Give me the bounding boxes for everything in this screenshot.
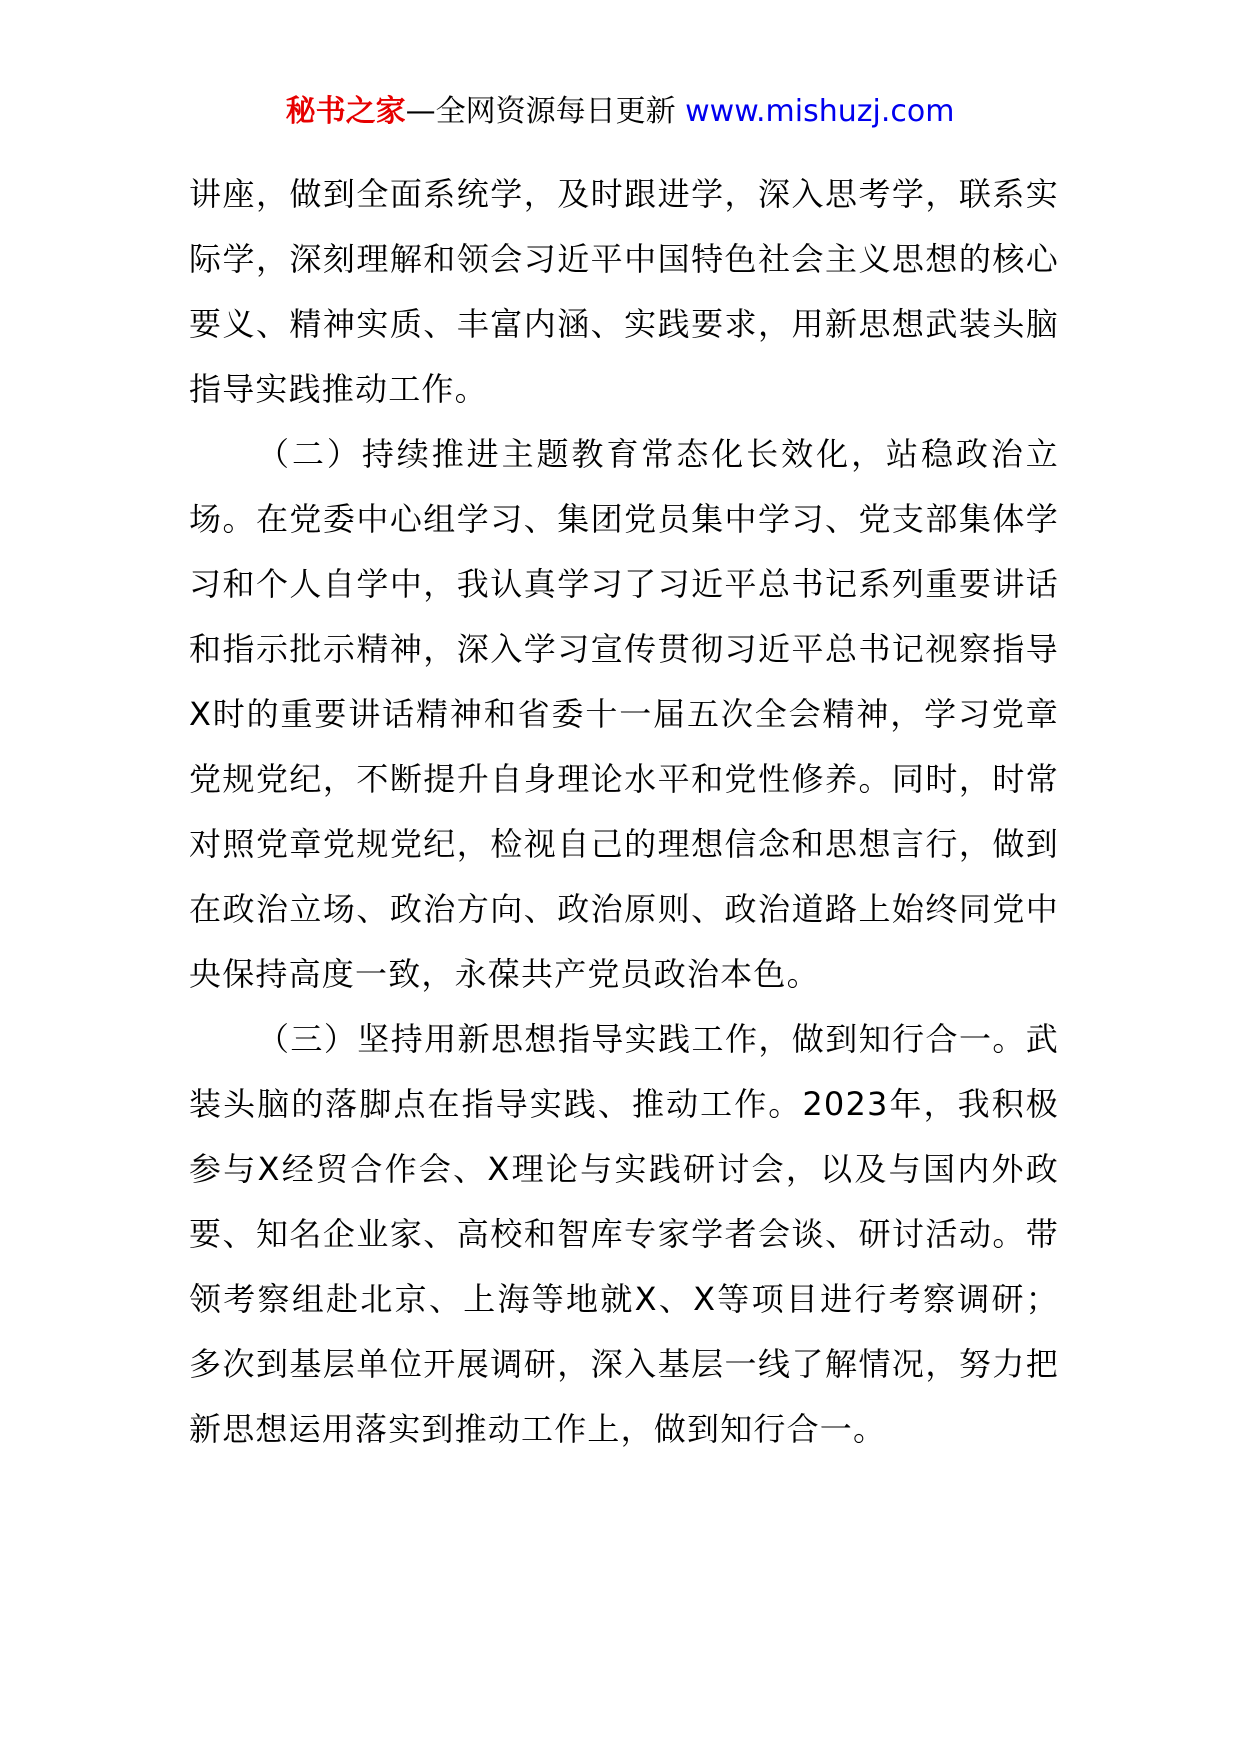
document-body: [189, 162, 1059, 1462]
site-url-link[interactable]: www.mishuzj.com: [685, 94, 955, 129]
site-tagline: —全网资源每日更新: [405, 94, 676, 129]
site-brand: 秘书之家: [285, 94, 406, 129]
paragraph-continuation: 讲座，做到全面系统学，及时跟进学，深入思考学，联系实际学，深刻理解和领会习近平中国特色社会主义思想的核心要义、精神实质、丰富内涵、实践要求，用新思想武装头脑指导实践推动工作。: [189, 175, 1059, 408]
paragraph-section-2: （二）持续推进主题教育常态化长效化，站稳政治立场。在党委中心组学习、集团党员集中学习、党支部集体学习和个人自学中，我认真学习了习近平总书记系列重要讲话和指示批示精神，深入学习宣传贯彻习近平总书记视察指导X时的重要讲话精神和省委十一届五次全会精神，学习党章党规党纪，不断提升自身理论水平和党性修养。同时，时常对照党章党规党纪，检视自己的理想信念和思想言行，做到在政治立场、政治方向、政治原则、政治道路上始终同党中央保持高度一致，永葆共产党员政治本色。: [189, 435, 1059, 993]
site-header: [0, 92, 1240, 132]
paragraph-section-3: （三）坚持用新思想指导实践工作，做到知行合一。武装头脑的落脚点在指导实践、推动工作。2023年，我积极参与X经贸合作会、X理论与实践研讨会，以及与国内外政要、知名企业家、高校和智库专家学者会谈、研讨活动。带领考察组赴北京、上海等地就X、X等项目进行考察调研；多次到基层单位开展调研，深入基层一线了解情况，努力把新思想运用落实到推动工作上，做到知行合一。: [189, 1020, 1059, 1448]
